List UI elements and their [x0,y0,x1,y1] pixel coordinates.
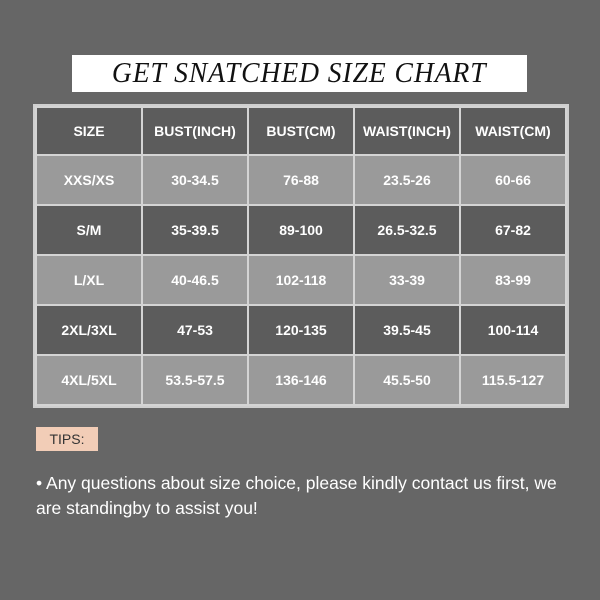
waist-cm-cell: 115.5-127 [460,355,566,405]
table-header-row [36,107,566,155]
bust-inch-cell: 53.5-57.5 [142,355,248,405]
bust-inch-cell: 30-34.5 [142,155,248,205]
bust-cm-cell: 102-118 [248,255,354,305]
bust-inch-cell: 40-46.5 [142,255,248,305]
header-waist-inch: WAIST(INCH) [354,107,460,155]
table-row [36,355,566,405]
table-row [36,255,566,305]
waist-inch-cell: 23.5-26 [354,155,460,205]
page-title: GET SNATCHED SIZE CHART [112,57,487,89]
waist-inch-cell: 26.5-32.5 [354,205,460,255]
header-bust-cm: BUST(CM) [248,107,354,155]
bust-cm-cell: 120-135 [248,305,354,355]
header-size: SIZE [36,107,142,155]
tips-note: • Any questions about size choice, please kindly contact us first, we are standingby to assist you! [36,473,557,518]
bust-cm-cell: 89-100 [248,205,354,255]
header-bust-inch: BUST(INCH) [142,107,248,155]
size-cell: L/XL [36,255,142,305]
waist-cm-cell: 83-99 [460,255,566,305]
size-cell: 2XL/3XL [36,305,142,355]
waist-inch-cell: 45.5-50 [354,355,460,405]
waist-cm-cell: 67-82 [460,205,566,255]
tips-badge: TIPS: [36,427,98,451]
waist-inch-cell: 39.5-45 [354,305,460,355]
size-cell: S/M [36,205,142,255]
bust-inch-cell: 47-53 [142,305,248,355]
size-cell: XXS/XS [36,155,142,205]
waist-cm-cell: 100-114 [460,305,566,355]
table-row [36,155,566,205]
bust-inch-cell: 35-39.5 [142,205,248,255]
table-row [36,305,566,355]
waist-inch-cell: 33-39 [354,255,460,305]
waist-cm-cell: 60-66 [460,155,566,205]
bust-cm-cell: 136-146 [248,355,354,405]
size-chart-table [35,106,567,406]
header-waist-cm: WAIST(CM) [460,107,566,155]
size-cell: 4XL/5XL [36,355,142,405]
bust-cm-cell: 76-88 [248,155,354,205]
table-row [36,205,566,255]
title-banner [72,55,527,92]
